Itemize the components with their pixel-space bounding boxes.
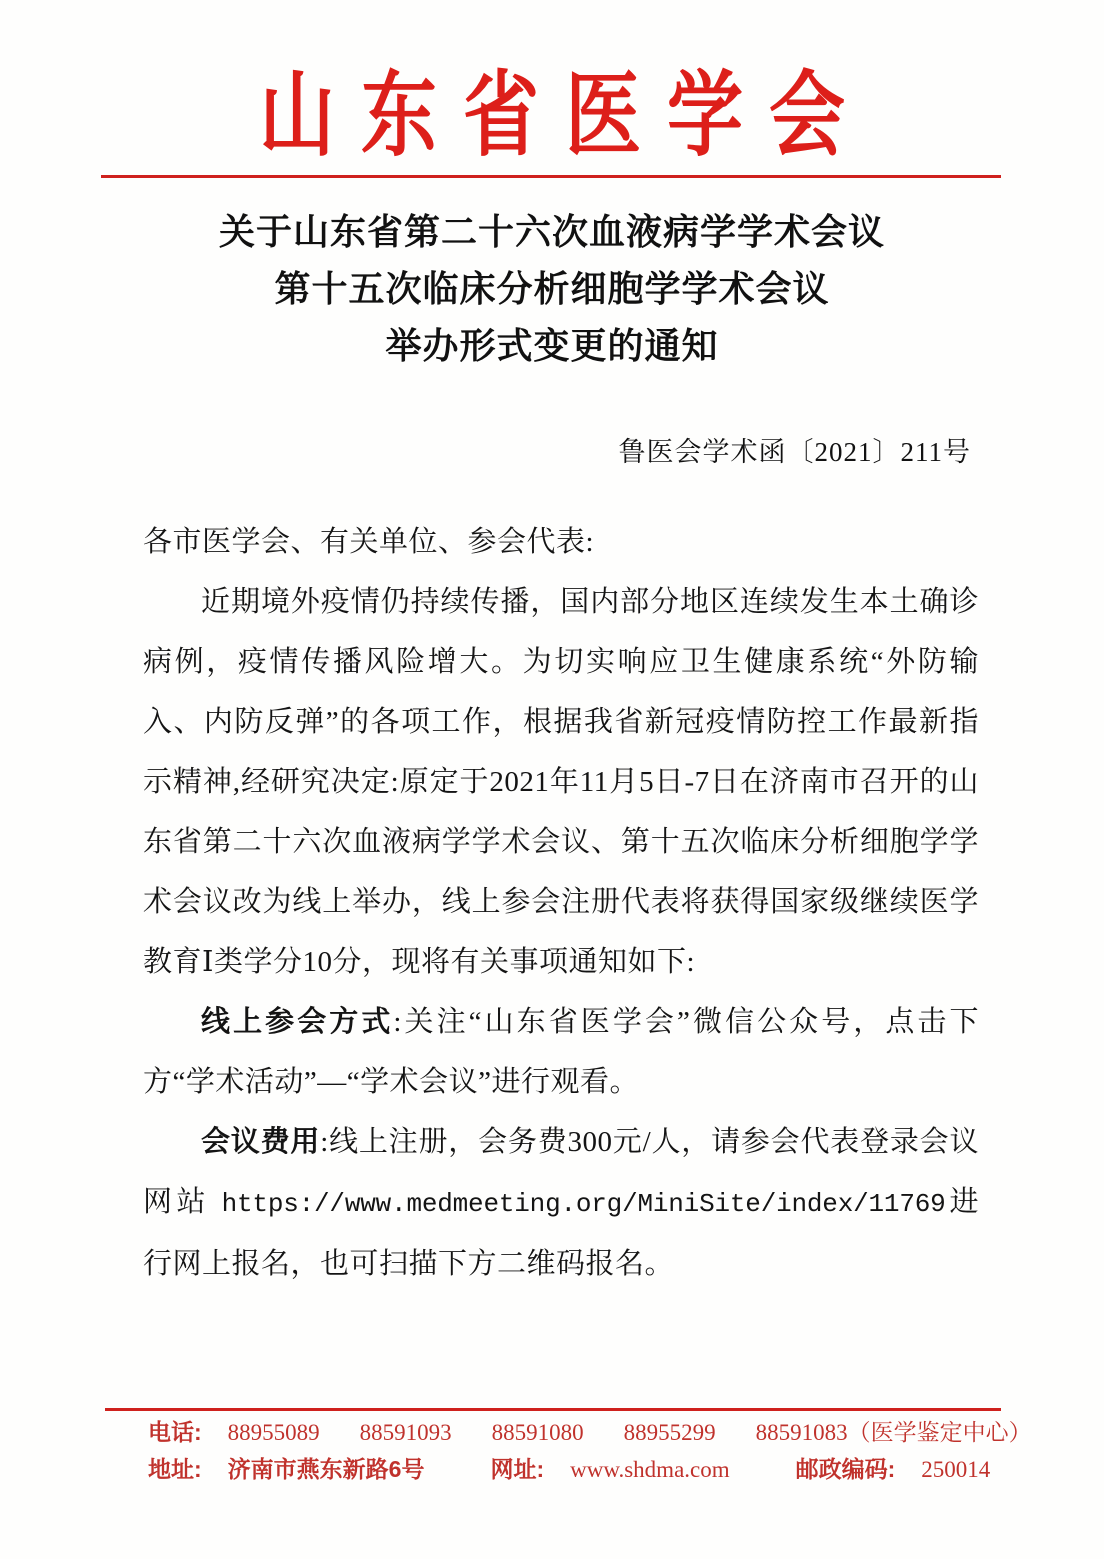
- phone-1: 88955089: [227, 1420, 320, 1445]
- title-line-1: 关于山东省第二十六次血液病学学术会议: [218, 211, 885, 252]
- footer-phone-row: [148, 1414, 1032, 1451]
- organization-name: 山东省医学会: [259, 65, 871, 168]
- letterhead: [0, 65, 1104, 168]
- footer-contact: [148, 1414, 1032, 1488]
- footer-address-row: [148, 1451, 1008, 1488]
- title-line-3: 举办形式变更的通知: [385, 325, 719, 366]
- phone-note: （医学鉴定中心）: [847, 1420, 1032, 1445]
- document-number: 鲁医会学术函〔2021〕211号: [618, 437, 971, 467]
- phone-4: 88955299: [623, 1420, 716, 1445]
- postcode-value: 250014: [921, 1457, 991, 1482]
- postcode-label: 邮政编码:: [795, 1456, 896, 1482]
- fee-lead: 会议费用: [201, 1126, 321, 1158]
- body-paragraph-1: 近期境外疫情仍持续传播，国内部分地区连续发生本土确诊病例，疫情传播风险增大。为切实响应卫生健康系统“外防输入、内防反弹”的各项工作，根据我省新冠疫情防控工作最新指示精神,经研究决定:原定于2021年11月5日-7日在济南市召开的山东省第二十六次血液病学学术会议、第十五次临床分析细胞学学术会议改为线上举办，线上参会注册代表将获得国家级继续医学教育Ⅰ类学分10分，现将有关事项通知如下:: [143, 586, 979, 978]
- website-value[interactable]: www.shdma.com: [570, 1457, 730, 1482]
- letterhead-divider: [101, 175, 1001, 178]
- document-body: [143, 512, 979, 1294]
- website-label: 网址:: [490, 1456, 545, 1482]
- body-paragraph-3: [143, 1112, 979, 1294]
- address-value: 济南市燕东新路6号: [227, 1456, 425, 1482]
- footer-divider: [105, 1408, 1001, 1411]
- phone-label: 电话:: [148, 1419, 202, 1445]
- fee-text-after: 进行网上报名，也可扫描下方二维码报名。: [143, 1186, 979, 1280]
- address-label: 地址:: [148, 1456, 202, 1482]
- phone-5: 88591083: [755, 1420, 848, 1445]
- phone-2: 88591093: [359, 1420, 452, 1445]
- online-attendance-text: :关注“山东省医学会”微信公众号，点击下方“学术活动”—“学术会议”进行观看。: [143, 1006, 979, 1098]
- page-title: [0, 203, 1104, 374]
- salutation: 各市医学会、有关单位、参会代表:: [143, 526, 595, 558]
- fee-text-before: :线上注册，会务费300元/人，请参会代表登录会议网站: [143, 1126, 979, 1218]
- online-attendance-lead: 线上参会方式: [201, 1006, 394, 1038]
- body-paragraph-2: [143, 992, 979, 1112]
- phone-3: 88591080: [491, 1420, 584, 1445]
- registration-url[interactable]: https://www.medmeeting.org/MiniSite/index/11769: [221, 1189, 946, 1219]
- title-line-2: 第十五次临床分析细胞学学术会议: [274, 268, 830, 309]
